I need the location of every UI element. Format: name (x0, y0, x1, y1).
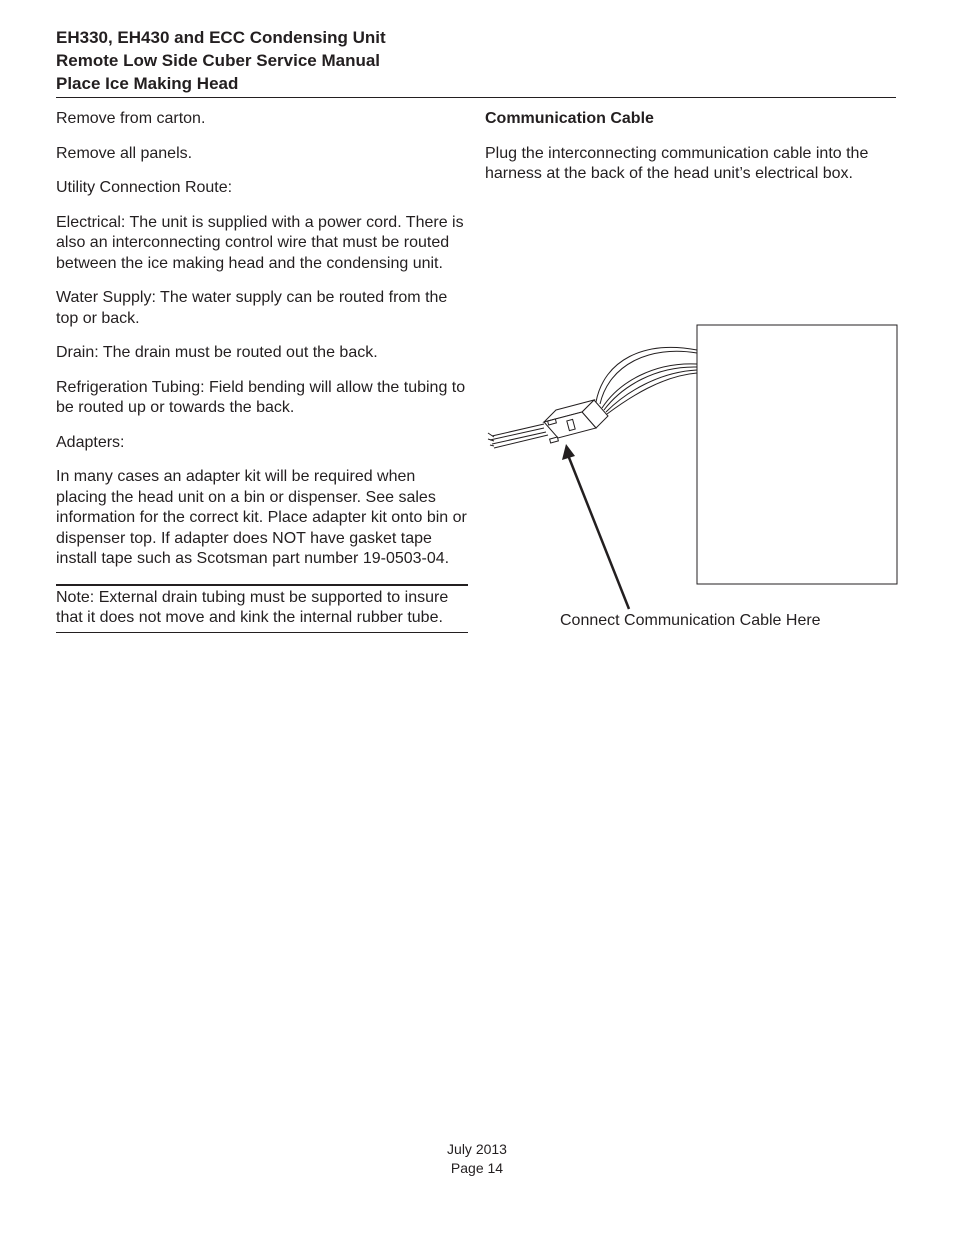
figure-caption: Connect Communication Cable Here (560, 612, 821, 629)
paragraph-drain: Drain: The drain must be routed out the back. (56, 344, 378, 361)
manual-title-line1: EH330, EH430 and ECC Condensing Unit (56, 28, 386, 47)
footer-date: July 2013 (447, 1141, 507, 1157)
electrical-box (697, 325, 897, 584)
paragraph-communication-cable: Plug the interconnecting communication cable into the harness at the back of the head unit’s electrical box. (485, 144, 869, 182)
wire-bundle (596, 347, 697, 414)
page-footer (0, 1140, 954, 1178)
right-column (485, 109, 900, 199)
paragraph-refrigeration-tubing: Refrigeration Tubing: Field bending will allow the tubing to be routed up or towards the back. (56, 378, 466, 416)
paragraph-water-supply: Water Supply: The water supply can be routed from the top or back. (56, 289, 448, 327)
paragraph-adapter-kit: In many cases an adapter kit will be required when placing the head unit on a bin or dispenser. See sales information for the correct kit. Place adapter kit onto bin or dispenser top. If adapter does NOT have gasket tape install tape such as Scotsman part number 19-0503-04. (56, 468, 467, 567)
paragraph-utility-route: Utility Connection Route: (56, 179, 233, 196)
communication-cable-heading: Communication Cable (485, 110, 654, 127)
header-rule (56, 97, 896, 98)
left-column (56, 109, 468, 633)
callout-arrow-line (566, 450, 629, 609)
communication-cable-figure (484, 320, 904, 620)
paragraph-adapters: Adapters: (56, 433, 125, 451)
paragraph-electrical: Electrical: The unit is supplied with a power cord. There is also an interconnecting control wire that must be routed between the ice making head and the condensing unit. (56, 213, 464, 272)
note-box: Note: External drain tubing must be supported to insure that it does not move and kink the internal rubber tube. (56, 584, 468, 633)
cable-illustration (484, 320, 904, 620)
page-header (56, 26, 896, 95)
section-title: Place Ice Making Head (56, 74, 239, 93)
paragraph-remove-carton: Remove from carton. (56, 110, 206, 127)
paragraph-remove-panels: Remove all panels. (56, 144, 193, 162)
callout-arrow-head (562, 444, 575, 460)
connector (544, 400, 608, 443)
footer-page-number: Page 14 (450, 1160, 504, 1176)
manual-title-line2: Remote Low Side Cuber Service Manual (56, 51, 381, 70)
loose-wire-ends (488, 424, 548, 448)
